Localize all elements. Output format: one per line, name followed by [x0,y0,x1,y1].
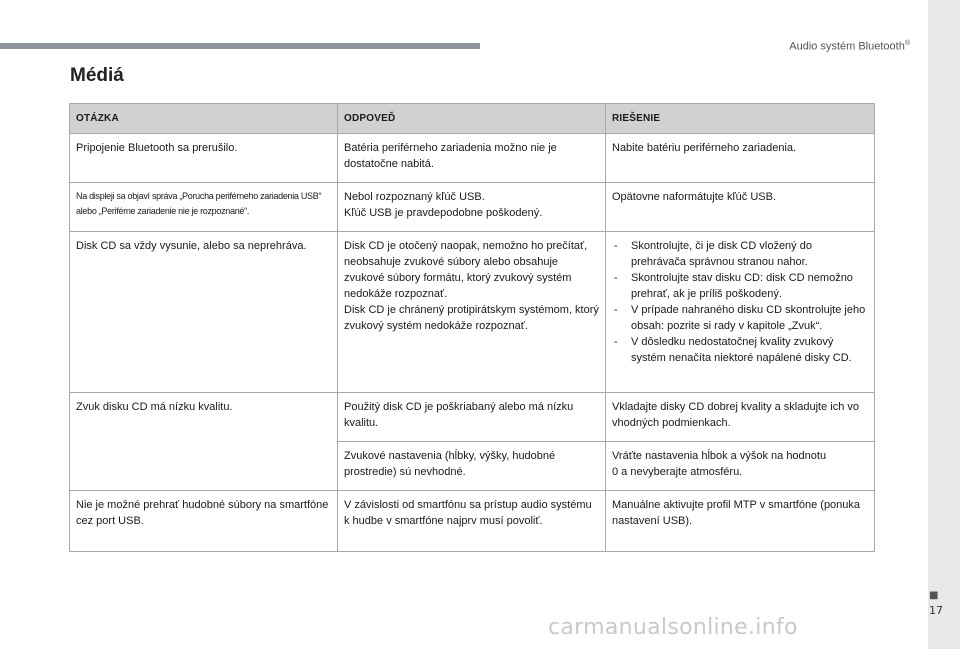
table-header-row [70,104,875,134]
solution-cell: Manuálne aktivujte profil MTP v smartfóne (ponuka nastavení USB). [606,491,875,552]
solution-line: 0 a nevyberajte atmosféru. [612,466,743,478]
table-row [70,183,875,232]
solution-list [612,238,868,366]
solution-cell: Nabite batériu periférneho zariadenia. [606,134,875,183]
solution-item: - V dôsledku nedostatočnej kvality zvukový systém nenačíta niektoré napálené disky CD. [612,334,868,366]
running-header [789,40,910,53]
section-title: Médiá [70,65,124,86]
solution-cell [606,232,875,393]
page-marker-icon: ■ [929,590,939,601]
side-margin-band [928,0,960,649]
answer-cell: Batéria periférneho zariadenia možno nie je dostatočne nabitá. [338,134,606,183]
question-cell: Disk CD sa vždy vysunie, alebo sa neprehráva. [70,232,338,393]
answer-line: Nebol rozpoznaný kľúč USB. [344,191,485,203]
solution-cell: Opätovne naformátujte kľúč USB. [606,183,875,232]
answer-cell [338,183,606,232]
solution-item: - V prípade nahraného disku CD skontrolujte jeho obsah: pozrite si rady v kapitole „Zvuk“. [612,302,868,334]
header-rule [0,43,480,49]
answer-cell: Zvukové nastavenia (hĺbky, výšky, hudobné prostredie) sú nevhodné. [338,442,606,491]
question-cell: Pripojenie Bluetooth sa prerušilo. [70,134,338,183]
solution-item: - Skontrolujte, či je disk CD vložený do prehrávača správnou stranou nahor. [612,238,868,270]
col-header-solution: RIEŠENIE [606,104,875,134]
running-header-text: Audio systém Bluetooth [789,40,905,53]
solution-item: - Skontrolujte stav disku CD: disk CD nemožno prehrať, ak je príliš poškodený. [612,270,868,302]
troubleshooting-table [69,103,875,552]
answer-cell [338,232,606,393]
solution-line: Vráťte nastavenia hĺbok a výšok na hodnotu [612,450,827,462]
answer-cell: V závislosti od smartfónu sa prístup audio systému k hudbe v smartfóne najprv musí povoliť. [338,491,606,552]
col-header-answer: ODPOVEĎ [338,104,606,134]
question-cell: Na displeji sa objaví správa „Porucha periférneho zariadenia USB“ alebo „Periférne zariadenie nie je rozpoznané“. [70,183,338,232]
watermark: carmanualsonline.info [548,615,798,640]
page-number: 17 [929,604,943,617]
answer-line: Kľúč USB je pravdepodobne poškodený. [344,207,543,219]
registered-mark: ® [904,40,910,47]
question-cell: Nie je možné prehrať hudobné súbory na smartfóne cez port USB. [70,491,338,552]
question-cell: Zvuk disku CD má nízku kvalitu. [70,393,338,491]
solution-cell: Vkladajte disky CD dobrej kvality a skladujte ich vo vhodných podmienkach. [606,393,875,442]
answer-cell: Použitý disk CD je poškriabaný alebo má nízku kvalitu. [338,393,606,442]
table-row [70,134,875,183]
solution-cell [606,442,875,491]
col-header-question: OTÁZKA [70,104,338,134]
table-row [70,393,875,442]
answer-line: Disk CD je chránený protipirátskym systémom, ktorý zvukový systém nedokáže rozpoznať. [344,304,599,332]
table-row [70,491,875,552]
answer-line: Disk CD je otočený naopak, nemožno ho prečítať, neobsahuje zvukové súbory alebo obsahuje zvukové súbory formátu, ktorý zvukový systém nedokáže rozpoznať. [344,240,588,300]
table-row [70,232,875,393]
